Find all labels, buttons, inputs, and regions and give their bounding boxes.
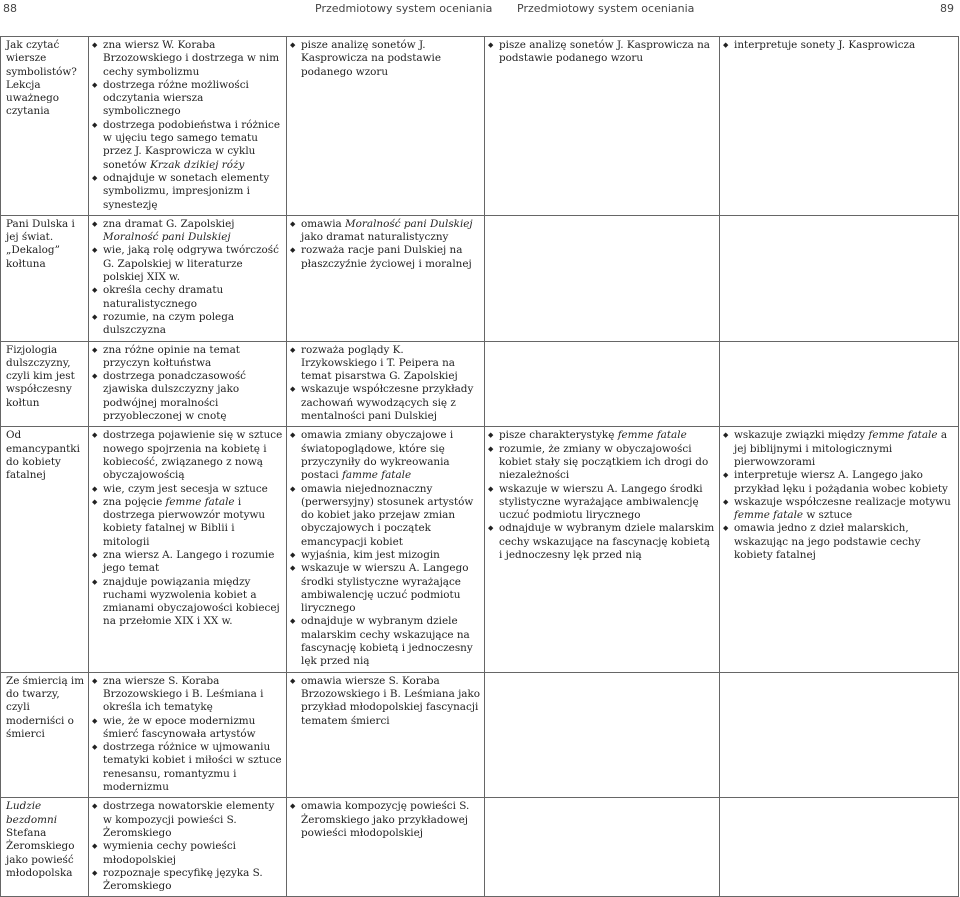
requirements-list	[723, 39, 955, 52]
requirements-cell	[89, 341, 287, 427]
list-item	[723, 522, 955, 562]
running-head-right: Przedmiotowy system oceniania	[517, 2, 695, 15]
list-item	[290, 429, 481, 482]
list-item	[488, 522, 716, 562]
requirements-cell	[89, 672, 287, 798]
item-text: rozważa poglądy K. Irzykowskiego i T. Peipera na temat pisarstwa G. Zapolskiej	[301, 343, 458, 383]
requirements-cell	[485, 215, 720, 341]
item-text: dostrzega ponadczasowość zjawiska dulszczyzny jako podwójnej moralności przyobleczonej w cnotę	[103, 370, 246, 423]
item-text: pisze analizę sonetów J. Kasprowicza na podstawie podanego wzoru	[499, 39, 710, 65]
list-item	[290, 383, 481, 423]
requirements-cell	[287, 215, 485, 341]
item-text: omawia jedno z dzieł malarskich, wskazując na jego podstawie cechy kobiety fatalnej	[734, 522, 921, 561]
item-text-tail: i dostrzega pierwowzór motywu kobiety fatalnej w Biblii i mitologii	[103, 495, 266, 548]
grading-table	[0, 36, 959, 897]
requirements-cell	[720, 37, 959, 216]
list-item	[290, 344, 481, 384]
topic-cell	[1, 672, 89, 798]
list-item	[290, 615, 481, 668]
requirements-cell	[720, 215, 959, 341]
item-italic-text: femme fatale	[165, 495, 235, 508]
list-item	[488, 429, 716, 442]
list-item	[290, 562, 481, 615]
list-item	[92, 284, 283, 311]
item-italic-text: famme fatale	[342, 469, 412, 482]
requirements-list	[92, 344, 283, 424]
item-text: pisze charakterystykę	[499, 429, 618, 442]
requirements-cell	[287, 672, 485, 798]
table-row	[1, 341, 959, 427]
topic-cell	[1, 215, 89, 341]
list-item	[92, 344, 283, 371]
list-item	[92, 119, 283, 172]
item-italic-text: Moralność pani Dulskiej	[345, 217, 473, 230]
list-item	[92, 840, 283, 867]
list-item	[723, 429, 955, 469]
requirements-cell	[89, 798, 287, 897]
item-text: omawia wiersze S. Koraba Brzozowskiego i B. Leśmiana jako przykład młodopolskiej fascynacji tematem śmierci	[301, 674, 481, 727]
list-item	[290, 800, 481, 840]
item-text: wie, czym jest secesja w sztuce	[103, 482, 268, 495]
page-header	[0, 0, 960, 22]
item-italic-text: femme fatale	[617, 429, 687, 442]
topic-text: Ze śmiercią im do twarzy, czyli moderniści o śmierci	[6, 674, 85, 740]
table-row	[1, 37, 959, 216]
topic-cell	[1, 798, 89, 897]
requirements-cell	[720, 798, 959, 897]
item-italic-text: Krzak dzikiej róży	[150, 158, 245, 171]
list-item	[290, 675, 481, 728]
item-text: dostrzega różnice w ujmowaniu tematyki kobiet i miłości w sztuce renesansu, romantyzmu i modernizmu	[103, 741, 282, 794]
item-text: omawia	[301, 217, 346, 230]
item-text-tail: jako dramat naturalistyczny	[301, 231, 449, 244]
item-text: odnajduje w wybranym dziele malarskim cechy wskazujące na fascynację kobietą i jednoczesny lęk przed nią	[499, 522, 715, 561]
list-item	[92, 39, 283, 79]
list-item	[290, 483, 481, 549]
item-text: wskazuje współczesne realizacje motywu	[734, 495, 951, 508]
topic-text: Pani Dulska i jej świat. „Dekalog” kołtuna	[6, 217, 75, 270]
item-text: wymienia cechy powieści młodopolskiej	[103, 840, 237, 866]
requirements-cell	[287, 427, 485, 672]
item-text: wyjaśnia, kim jest mizogin	[301, 548, 440, 561]
list-item	[92, 715, 283, 742]
item-text: dostrzega nowatorskie elementy w kompozycji powieści S. Żeromskiego	[103, 800, 275, 839]
item-text: rozważa racje pani Dulskiej na płaszczyźnie życiowej i moralnej	[301, 244, 472, 270]
item-text: określa cechy dramatu naturalistycznego	[103, 284, 224, 310]
requirements-list	[290, 675, 481, 728]
item-text: odnajduje w wybranym dziele malarskim cechy wskazujące na fascynację kobietą i jednoczesny lęk przed nią	[301, 615, 473, 668]
requirements-cell	[485, 427, 720, 672]
requirements-list	[290, 344, 481, 424]
list-item	[92, 549, 283, 576]
requirements-cell	[89, 427, 287, 672]
requirements-list	[488, 39, 716, 66]
list-item	[488, 443, 716, 483]
item-text: dostrzega różne możliwości odczytania wiersza symbolicznego	[103, 78, 249, 118]
requirements-cell	[89, 215, 287, 341]
list-item	[92, 370, 283, 423]
item-text: omawia niejednoznaczny (perwersyjny) stosunek artystów do kobiet jako przejaw zmian obyczajowych i początek emancypacji kobiet	[301, 482, 474, 548]
item-text: rozpoznaje specyfikę języka S. Żeromskiego	[103, 866, 263, 893]
item-text: omawia zmiany obyczajowe i światopoglądowe, które się przyczyniły do wykreowania postaci	[301, 429, 454, 482]
item-text: wie, że w epoce modernizmu śmierć fascynowała artystów	[103, 714, 256, 740]
table-row	[1, 798, 959, 897]
requirements-list	[92, 675, 283, 795]
list-item	[92, 218, 283, 245]
list-item	[92, 867, 283, 894]
topic-text: Jak czytać wiersze symbolistów? Lekcja uważnego czytania	[6, 39, 77, 118]
list-item	[92, 244, 283, 284]
list-item	[488, 39, 716, 66]
requirements-list	[92, 800, 283, 893]
list-item	[92, 741, 283, 794]
list-item	[92, 311, 283, 338]
item-text: dostrzega podobieństwa i różnice w ujęciu tego samego tematu przez J. Kasprowicza w cyklu sonetów	[103, 118, 280, 171]
requirements-cell	[720, 341, 959, 427]
requirements-list	[92, 218, 283, 338]
item-text: zna wiersze S. Koraba Brzozowskiego i B. Leśmiana i określa ich tematykę	[103, 674, 264, 714]
list-item	[723, 496, 955, 523]
page-number-right: 89	[940, 2, 954, 15]
item-text: pisze analizę sonetów J. Kasprowicza na podstawie podanego wzoru	[301, 39, 441, 78]
list-item	[92, 483, 283, 496]
requirements-list	[290, 39, 481, 79]
item-text: wskazuje związki między	[734, 429, 869, 442]
item-text: zna dramat G. Zapolskiej	[103, 217, 235, 230]
item-text: zna wiersz A. Langego i rozumie jego temat	[103, 548, 275, 575]
topic-text: Od emancypantki do kobiety fatalnej	[6, 429, 80, 482]
item-text-tail: a jej biblijnymi i mitologicznymi pierwowzorami	[734, 429, 948, 468]
requirements-cell	[720, 672, 959, 798]
requirements-list	[92, 429, 283, 628]
item-text: zna wiersz W. Koraba Brzozowskiego i dostrzega w nim cechy symbolizmu	[103, 39, 280, 78]
item-italic-text: femme fatale	[734, 509, 804, 522]
topic-text: Ludzie bezdomni	[6, 800, 58, 826]
requirements-cell	[287, 341, 485, 427]
requirements-list	[290, 218, 481, 271]
list-item	[290, 39, 481, 79]
item-text: omawia kompozycję powieści S. Żeromskiego jako przykładowej powieści młodopolskiej	[301, 800, 470, 839]
topic-text: Fizjologia dulszczyzny, czyli kim jest współczesny kołtun	[6, 343, 75, 409]
item-text: znajduje powiązania między ruchami wyzwolenia kobiet a zmianami obyczajowości kobiecej na przełomie XIX i XX w.	[103, 575, 280, 628]
list-item	[723, 39, 955, 52]
topic-cell	[1, 37, 89, 216]
list-item	[723, 469, 955, 496]
requirements-cell	[485, 798, 720, 897]
table-row	[1, 427, 959, 672]
page-number-left: 88	[3, 2, 17, 15]
grading-table-body	[1, 37, 959, 897]
item-text: rozumie, że zmiany w obyczajowości kobiet stały się początkiem ich drogi do niezależności	[499, 442, 709, 482]
list-item	[488, 483, 716, 523]
item-italic-text: femme fatale	[868, 429, 938, 442]
requirements-cell	[287, 37, 485, 216]
item-text: wskazuje w wierszu A. Langego środki stylistyczne wyrażające ambiwalencję uczuć podmiotu lirycznego	[301, 562, 469, 615]
requirements-list	[488, 429, 716, 562]
list-item	[92, 576, 283, 629]
item-text: wie, jaką rolę odgrywa twórczość G. Zapolskiej w literaturze polskiej XIX w.	[103, 244, 279, 284]
item-text-tail: w sztuce	[803, 509, 853, 522]
list-item	[92, 675, 283, 715]
requirements-cell	[287, 798, 485, 897]
requirements-list	[290, 429, 481, 668]
item-text: interpretuje wiersz A. Langego jako przykład lęku i pożądania wobec kobiety	[734, 469, 948, 495]
requirements-cell	[485, 341, 720, 427]
requirements-list	[92, 39, 283, 212]
list-item	[92, 800, 283, 840]
list-item	[290, 244, 481, 271]
item-italic-text: Moralność pani Dulskiej	[103, 231, 231, 244]
list-item	[290, 218, 481, 245]
item-text: zna różne opinie na temat przyczyn kołtuństwa	[103, 343, 240, 369]
topic-cell	[1, 427, 89, 672]
item-text: odnajduje w sonetach elementy symbolizmu, impresjonizm i synestezję	[103, 171, 270, 211]
list-item	[92, 172, 283, 212]
item-text: zna pojęcie	[103, 495, 166, 508]
topic-cell	[1, 341, 89, 427]
table-row	[1, 215, 959, 341]
requirements-list	[290, 800, 481, 840]
running-head-left: Przedmiotowy system oceniania	[315, 2, 493, 15]
item-text: wskazuje współczesne przykłady zachowań wywodzących się z mentalności pani Dulskiej	[301, 383, 474, 423]
list-item	[92, 79, 283, 119]
table-row	[1, 672, 959, 798]
requirements-cell	[89, 37, 287, 216]
requirements-cell	[485, 672, 720, 798]
list-item	[92, 429, 283, 482]
list-item	[290, 549, 481, 562]
item-text: dostrzega pojawienie się w sztuce nowego spojrzenia na kobietę i kobiecość, związanego z nową obyczajowością	[103, 429, 283, 482]
topic-text: Stefana Żeromskiego jako powieść młodopolska	[6, 826, 75, 879]
requirements-cell	[485, 37, 720, 216]
item-text: interpretuje sonety J. Kasprowicza	[734, 39, 916, 51]
requirements-cell	[720, 427, 959, 672]
item-text: rozumie, na czym polega dulszczyzna	[103, 310, 235, 337]
list-item	[92, 496, 283, 549]
requirements-list	[723, 429, 955, 562]
item-text: wskazuje w wierszu A. Langego środki stylistyczne wyrażające ambiwalencję uczuć podmiotu lirycznego	[499, 482, 703, 522]
